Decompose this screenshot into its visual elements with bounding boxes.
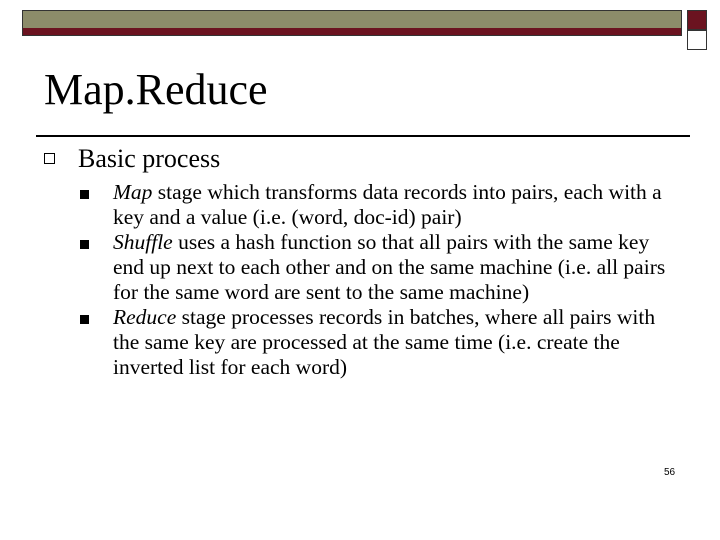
bullet-body: uses a hash function so that all pairs with the same key end up next to each other and on the same machine (i.e. all pairs for the same word are sent to the same machine)	[113, 230, 666, 304]
title-divider	[36, 135, 690, 137]
filled-square-bullet-icon	[80, 315, 89, 324]
corner-decoration	[687, 10, 707, 36]
filled-square-bullet-icon	[80, 240, 89, 249]
bullet-text	[113, 305, 670, 380]
list-item-reduce	[80, 305, 670, 380]
bullet-body: stage which transforms data records into pairs, each with a key and a value (i.e. (word, doc-id) pair)	[113, 180, 662, 229]
level1-text: Basic process	[78, 144, 221, 173]
page-number: 56	[664, 467, 676, 478]
list-item-map	[80, 180, 670, 230]
bullet-term: Reduce	[113, 305, 177, 329]
bullet-body: stage processes records in batches, where all pairs with the same key are processed at the same time (i.e. create the inverted list for each word)	[113, 305, 656, 379]
bullet-term: Map	[113, 180, 153, 204]
level1-item	[44, 143, 220, 175]
slide-title: Map.Reduce	[44, 65, 268, 114]
bullet-text	[113, 180, 670, 230]
bullet-text	[113, 230, 670, 305]
bullet-term: Shuffle	[113, 230, 173, 254]
hollow-square-bullet-icon	[44, 153, 55, 164]
level2-list	[80, 180, 670, 380]
corner-square-outline	[687, 30, 707, 50]
filled-square-bullet-icon	[80, 190, 89, 199]
corner-square-filled	[687, 10, 707, 30]
top-decoration-bar	[22, 10, 682, 36]
top-bar-accent-stripe	[23, 28, 681, 35]
list-item-shuffle	[80, 230, 670, 305]
